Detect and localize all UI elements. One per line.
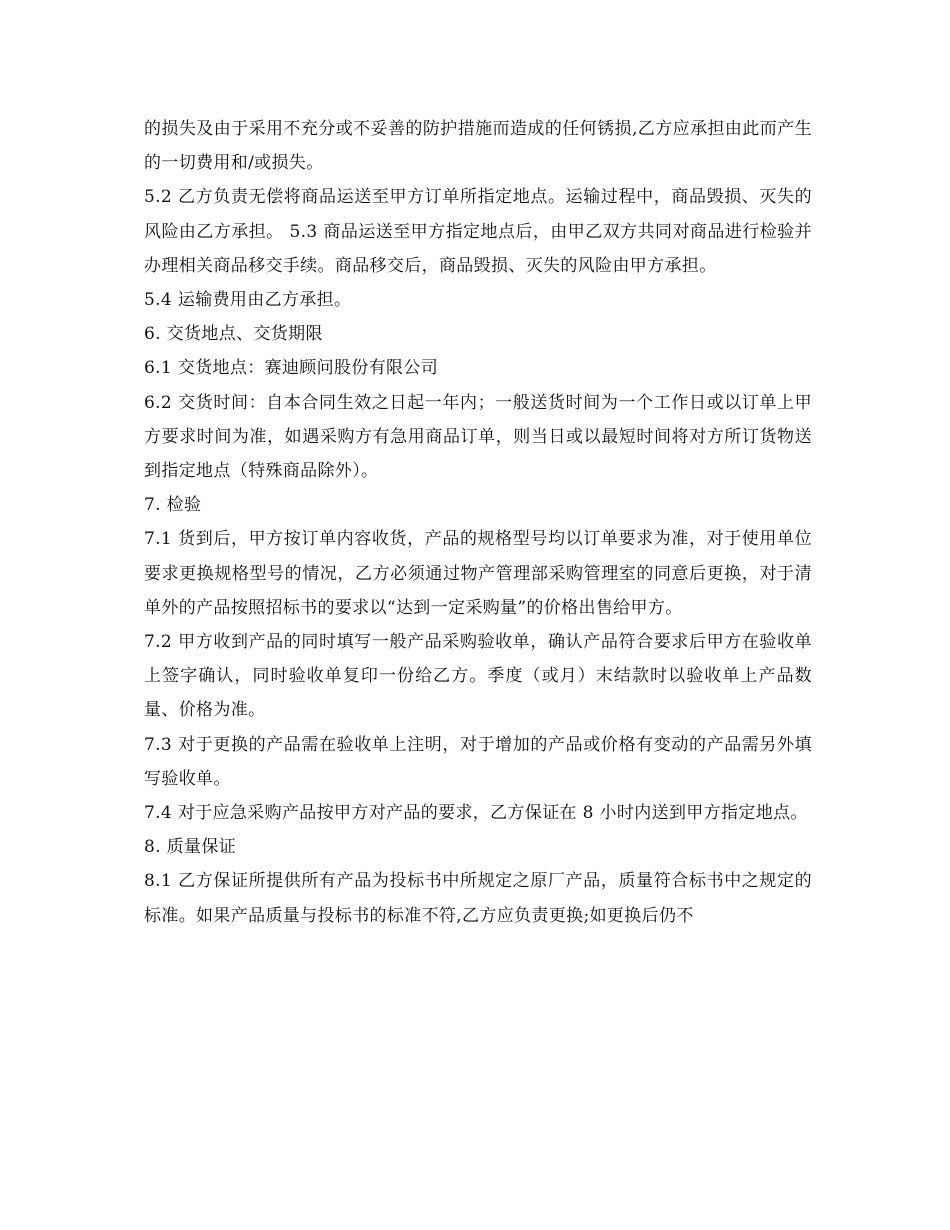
paragraph-5-4-shipping-cost: 5.4 运输费用由乙方承担。	[144, 290, 352, 311]
paragraph-7-2: 7.2 甲方收到产品的同时填写一般产品采购验收单，确认产品符合要求后甲方在验收单上签字确认，同时验收单复印一份给乙方。季度（或月）末结款时以验收单上产品数量、价格为准。	[144, 632, 812, 721]
paragraph-6-1-delivery-place: 6.1 交货地点：赛迪顾问股份有限公司	[144, 358, 439, 379]
paragraph-7-1: 7.1 货到后，甲方按订单内容收货，产品的规格型号均以订单要求为准，对于使用单位要求更换规格型号的情况，乙方必须通过物产管理部采购管理室的同意后更换，对于清单外的产品按照招标书的要求以“达到一定采购量”的价格出售给甲方。	[144, 529, 812, 618]
paragraph-5-2-transport: 5.2 乙方负责无偿将商品运送至甲方订单所指定地点。运输过程中，商品毁损、灭失的风险由乙方承担。 5.3 商品运送至甲方指定地点后，由甲乙双方共同对商品进行检验并办理相关商品移交手续。商品移交后，商品毁损、灭失的风险由甲方承担。	[144, 187, 812, 276]
paragraph-6-2-delivery-time: 6.2 交货时间：自本合同生效之日起一年内；一般送货时间为一个工作日或以订单上甲方要求时间为准，如遇采购方有急用商品订单，则当日或以最短时间将对方所订货物送到指定地点（特殊商品除外）。	[144, 392, 812, 482]
section-heading-7: 7. 检验	[144, 495, 202, 516]
paragraph-7-3: 7.3 对于更换的产品需在验收单上注明，对于增加的产品或价格有变动的产品需另外填写验收单。	[144, 734, 812, 789]
paragraph-7-4: 7.4 对于应急采购产品按甲方对产品的要求，乙方保证在 8 小时内送到甲方指定地点。	[144, 803, 808, 824]
paragraph-loss-liability: 的损失及由于采用不充分或不妥善的防护措施而造成的任何锈损,乙方应承担由此而产生的一切费用和/或损失。	[144, 119, 812, 174]
paragraph-8-1: 8.1 乙方保证所提供所有产品为投标书中所规定之原厂产品，质量符合标书中之规定的标准。如果产品质量与投标书的标准不符,乙方应负责更换;如更换后仍不	[144, 871, 812, 926]
section-heading-6: 6. 交货地点、交货期限	[144, 324, 323, 345]
document-body	[144, 112, 812, 933]
section-heading-8: 8. 质量保证	[144, 837, 237, 858]
